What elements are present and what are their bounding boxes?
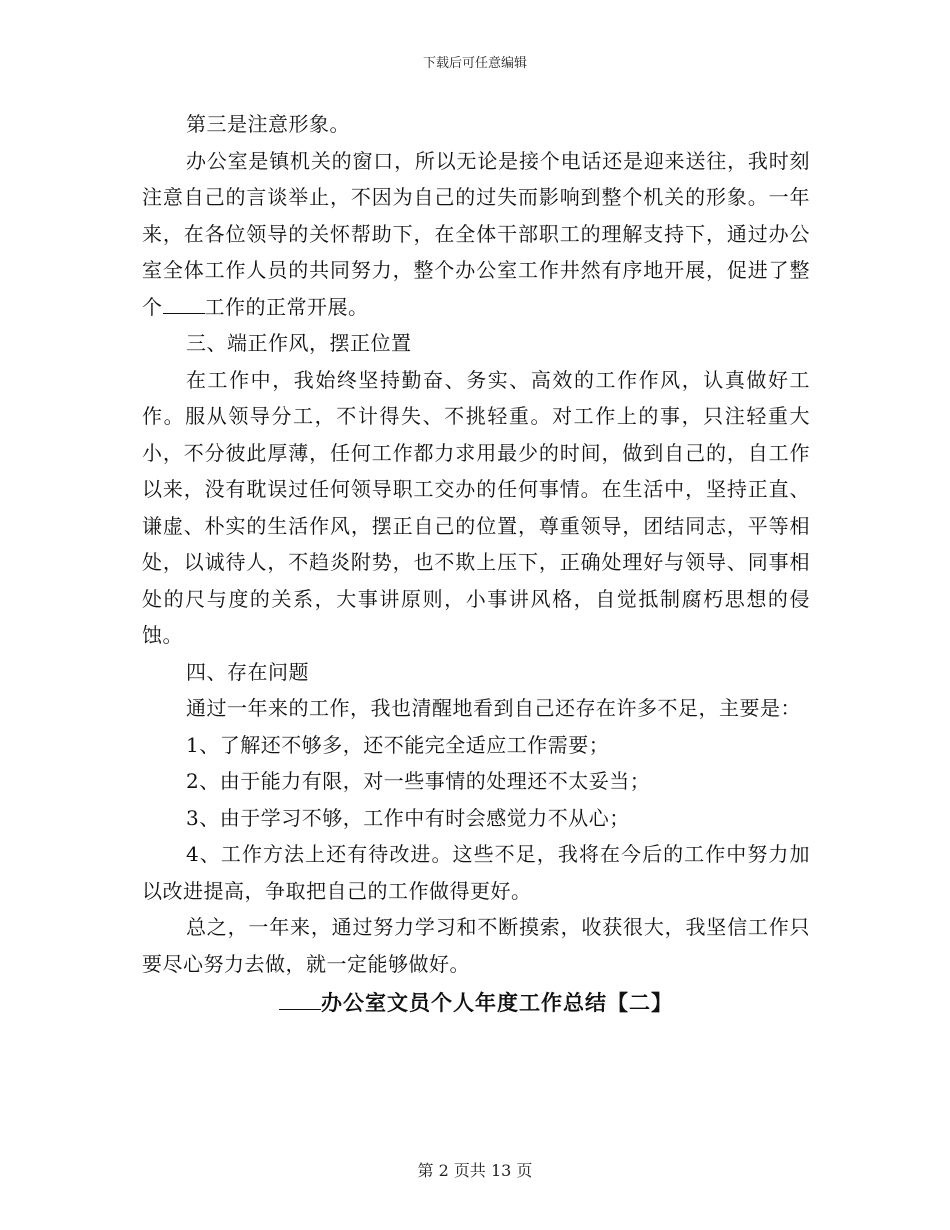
section-title-text: 办公室文员个人年度工作总结【二】 (321, 990, 673, 1015)
paragraph-work-style: 在工作中，我始终坚持勤奋、务实、高效的工作作风，认真做好工作。服从领导分工，不计得失、不挑轻重。对工作上的事，只注轻重大小，不分彼此厚薄，任何工作都力求用最少的时间，做到自己的，自工作以来，没有耽误过任何领导职工交办的任何事情。在生活中，坚持正直、谦虚、朴实的生活作风，摆正自己的位置，尊重领导，团结同志，平等相处，以诚待人，不趋炎附势，也不欺上压下，正确处理好与领导、同事相处的尺与度的关系，大事讲原则，小事讲风格，自觉抵制腐朽思想的侵蚀。 (142, 367, 810, 647)
paragraph-office-window (142, 143, 810, 326)
problem-item-1: 1、了解还不够多，还不能完全适应工作需要； (186, 732, 610, 757)
problem-item-3: 3、由于学习不够，工作中有时会感觉力不从心； (186, 805, 630, 830)
page-header: 下载后可任意编辑 (422, 56, 527, 71)
problem-item-4: 4、工作方法上还有待改进。这些不足，我将在今后的工作中努力加以改进提高，争取把自己的工作做得更好。 (142, 842, 810, 903)
page-footer: 第 2 页共 13 页 (417, 1161, 533, 1180)
paragraph-office-window-text: 办公室是镇机关的窗口，所以无论是接个电话还是迎来送往，我时刻注意自己的言谈举止，不因为自己的过失而影响到整个机关的形象。一年来，在各位领导的关怀帮助下，在全体干部职工的理解支持下，通过办公室全体工作人员的共同努力，整个办公室工作井然有序地开展，促进了整个 (142, 148, 810, 319)
paragraph-conclusion: 总之，一年来，通过努力学习和不断摸索，收获很大，我坚信工作只要尽心努力去做，就一定能够做好。 (142, 915, 810, 976)
problem-item-2: 2、由于能力有限，对一些事情的处理还不太妥当； (186, 769, 651, 793)
document-body (142, 106, 810, 1023)
heading-section-four: 四、存在问题 (186, 659, 309, 684)
section-title (142, 983, 810, 1023)
title-blank-underline (279, 991, 321, 1010)
heading-section-three: 三、端正作风，摆正位置 (186, 331, 412, 355)
paragraph-problems-intro: 通过一年来的工作，我也清醒地看到自己还存在许多不足，主要是： (186, 696, 801, 720)
paragraph-office-window-end: 工作的正常开展。 (204, 294, 369, 319)
blank-underline (163, 295, 205, 314)
paragraph-image: 第三是注意形象。 (186, 112, 350, 136)
